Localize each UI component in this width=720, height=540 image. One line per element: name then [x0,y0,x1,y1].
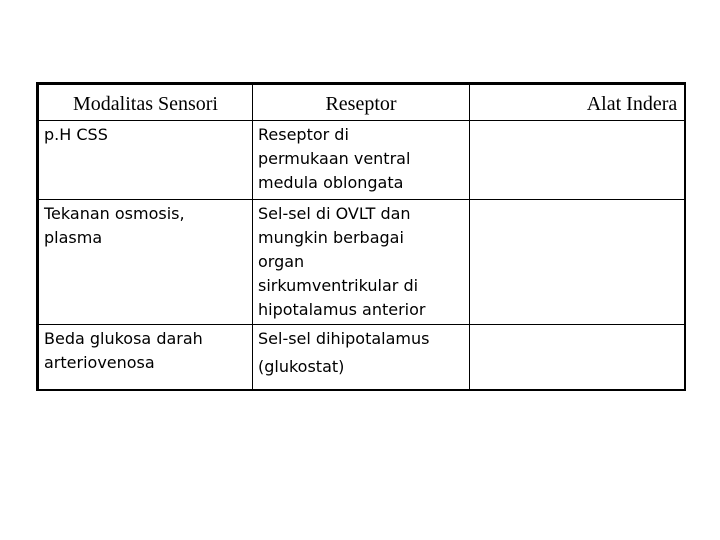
sensory-modality-table [36,82,686,391]
cell-text: Sel-sel dihipotalamus [258,329,430,348]
table-row [39,325,685,390]
cell-text: mungkin berbagai [258,228,404,247]
cell-text: arteriovenosa [44,353,155,372]
header-modalitas: Modalitas Sensori [39,85,253,121]
cell-reseptor [253,325,470,390]
cell-modalitas [39,121,253,200]
cell-alat-indera [470,121,685,200]
table-row [39,121,685,200]
table [38,84,685,390]
cell-modalitas [39,325,253,390]
table-row [39,200,685,325]
cell-text: Reseptor di [258,125,349,144]
cell-text: hipotalamus anterior [258,300,426,319]
cell-text: Sel-sel di OVLT dan [258,204,411,223]
cell-text: sirkumventrikular di [258,276,419,295]
cell-text: Tekanan osmosis, [44,204,185,223]
cell-modalitas [39,200,253,325]
cell-text: medula oblongata [258,173,404,192]
cell-reseptor [253,200,470,325]
header-row [39,85,685,121]
cell-text: organ [258,252,305,271]
cell-text: (glukostat) [258,357,345,376]
cell-text: plasma [44,228,103,247]
header-alat-indera [470,85,685,121]
cell-reseptor [253,121,470,200]
header-reseptor: Reseptor [253,85,470,121]
cell-text: p.H CSS [44,125,108,144]
cell-text: Beda glukosa darah [44,329,203,348]
header-alat-indera-label: Alat Indera [586,93,678,115]
cell-alat-indera [470,200,685,325]
cell-text: permukaan ventral [258,149,411,168]
cell-alat-indera [470,325,685,390]
